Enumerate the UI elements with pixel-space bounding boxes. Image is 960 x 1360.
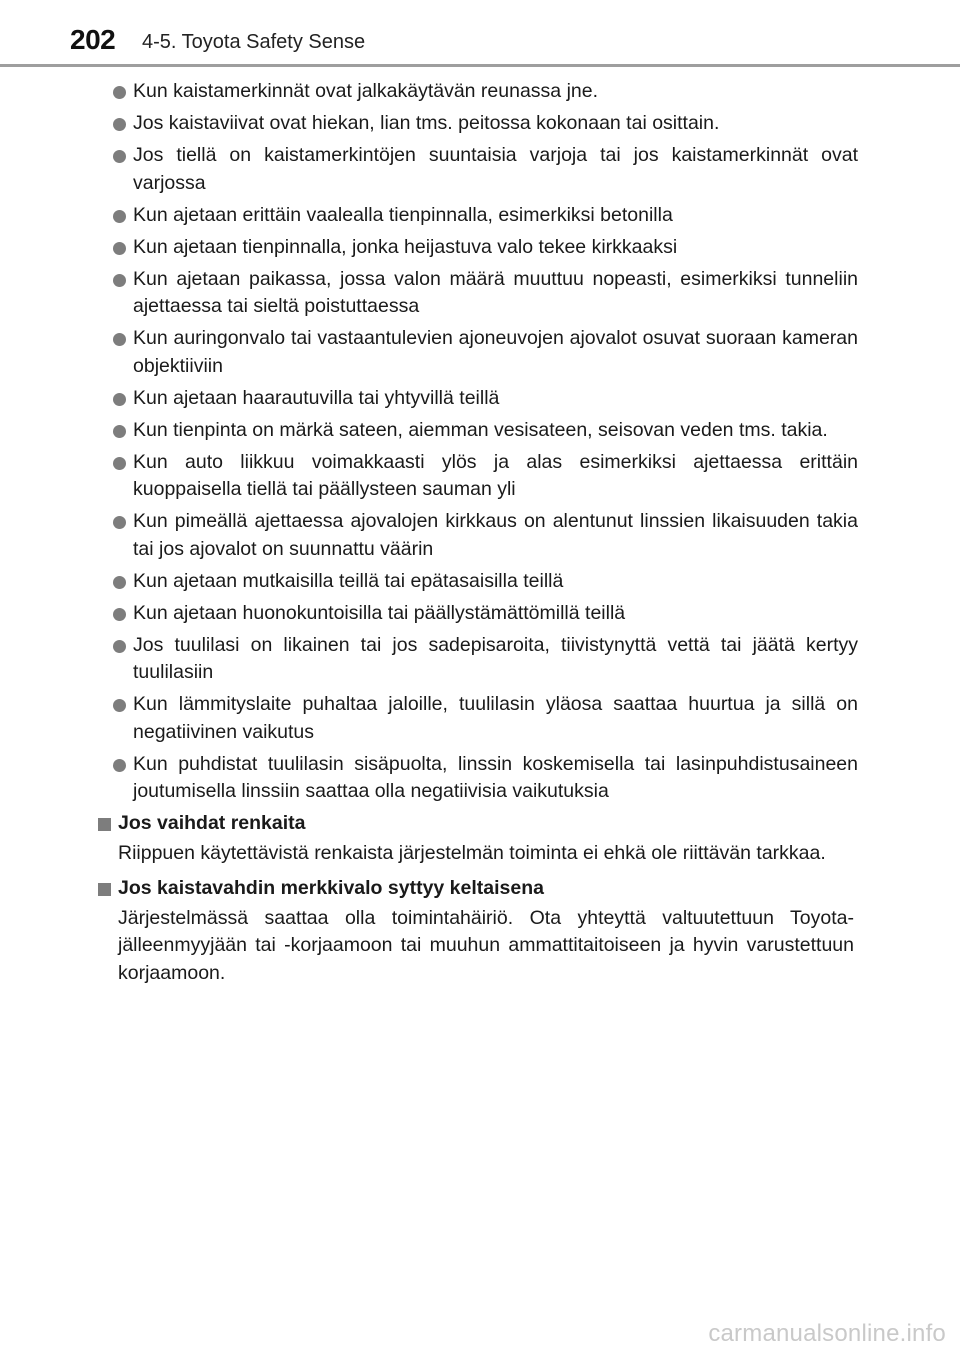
section-body: Riippuen käytettävistä renkaista järjestelmän toiminta ei ehkä ole riittävän tarkkaa. (118, 841, 826, 864)
list-item-text: Kun auto liikkuu voimakkaasti ylös ja alas esimerkiksi ajettaessa erittäin kuoppaisella tiellä tai päällysteen sauman yli (133, 450, 858, 500)
list-item-text: Jos tuulilasi on likainen tai jos sadepisaroita, tiivistynyttä vettä tai jäätä kertyy tuulilasiin (133, 633, 858, 683)
list-item-text: Kun puhdistat tuulilasin sisäpuolta, linssin koskemisella tai lasinpuhdistusaineen joutumisella linssiin saattaa olla negatiivisia vaikutuksia (133, 752, 858, 802)
bullet-icon (113, 393, 126, 406)
bullet-icon (113, 640, 126, 653)
page-content (98, 78, 858, 995)
bullet-icon (113, 86, 126, 99)
list-item-text: Kun lämmityslaite puhaltaa jaloille, tuulilasin yläosa saattaa huurtua ja sillä on negatiivinen vaikutus (133, 693, 858, 743)
list-item-text: Kun ajetaan huonokuntoisilla tai päällystämättömillä teillä (133, 601, 626, 624)
section-heading (98, 810, 858, 838)
list-item-text: Jos kaistaviivat ovat hiekan, lian tms. peitossa kokonaan tai osittain. (133, 112, 720, 134)
bullet-icon (113, 118, 126, 131)
list-item (98, 449, 858, 504)
page-header (0, 0, 960, 66)
bullet-icon (113, 516, 126, 529)
list-item-text: Kun ajetaan erittäin vaalealla tienpinnalla, esimerkiksi betonilla (133, 203, 673, 226)
list-item-text: Kun ajetaan mutkaisilla teillä tai epätasaisilla teillä (133, 569, 564, 592)
list-item-text: Kun pimeällä ajettaessa ajovalojen kirkkaus on alentunut linssien likaisuuden takia tai jos ajovalot on suunnattu väärin (133, 510, 858, 560)
square-bullet-icon (98, 883, 111, 896)
list-item (98, 691, 858, 746)
list-item (98, 142, 858, 197)
bullet-icon (113, 608, 126, 621)
header-divider (0, 64, 960, 67)
list-item (98, 417, 858, 445)
list-item-text: Kun ajetaan paikassa, jossa valon määrä muuttuu nopeasti, esimerkiksi tunneliin ajettaessa tai sieltä poistuttaessa (133, 267, 858, 317)
bullet-icon (113, 425, 126, 438)
list-item (98, 234, 858, 262)
bullet-icon (113, 759, 126, 772)
list-item (98, 632, 858, 687)
bullet-icon (113, 274, 126, 287)
square-bullet-icon (98, 818, 111, 831)
bullet-icon (113, 457, 126, 470)
section-body: Järjestelmässä saattaa olla toimintahäiriö. Ota yhteyttä valtuutettuun Toyota-jälleenmyyjään tai -korjaamoon tai muuhun ammattitaitoiseen ja hyvin varustettuun korjaamoon. (118, 906, 854, 984)
list-item (98, 266, 858, 321)
list-item (98, 600, 858, 628)
watermark-text: carmanualsonline.info (708, 1320, 946, 1347)
section-heading (98, 875, 858, 903)
list-item (98, 78, 858, 106)
bullet-icon (113, 576, 126, 589)
bullet-icon (113, 150, 126, 163)
section-heading-text: Jos kaistavahdin merkkivalo syttyy keltaisena (118, 877, 544, 899)
list-item (98, 385, 858, 413)
list-item (98, 110, 858, 138)
page-number: 202 (70, 24, 116, 55)
bullet-icon (113, 210, 126, 223)
list-item-text: Kun kaistamerkinnät ovat jalkakäytävän reunassa jne. (133, 80, 599, 102)
list-item-text: Jos tiellä on kaistamerkintöjen suuntaisia varjoja tai jos kaistamerkinnät ovat varjossa (133, 144, 858, 194)
list-item-text: Kun ajetaan tienpinnalla, jonka heijastuva valo tekee kirkkaaksi (133, 235, 678, 258)
bullet-icon (113, 333, 126, 346)
list-item (98, 202, 858, 230)
bullet-icon (113, 699, 126, 712)
list-item (98, 325, 858, 380)
list-item (98, 508, 858, 563)
list-item (98, 751, 858, 806)
bullet-icon (113, 242, 126, 255)
indicator-light-section (98, 875, 858, 987)
section-heading-text: Jos vaihdat renkaita (118, 812, 306, 834)
list-item-text: Kun tienpinta on märkä sateen, aiemman vesisateen, seisovan veden tms. takia. (133, 418, 828, 441)
section-title: 4-5. Toyota Safety Sense (142, 31, 366, 53)
list-item-text: Kun auringonvalo tai vastaantulevien ajoneuvojen ajovalot osuvat suoraan kameran objektiiviin (133, 327, 858, 377)
tire-change-section (98, 810, 858, 867)
list-item (98, 568, 858, 596)
list-item-text: Kun ajetaan haarautuvilla tai yhtyvillä teillä (133, 386, 500, 409)
condition-list (98, 78, 858, 806)
